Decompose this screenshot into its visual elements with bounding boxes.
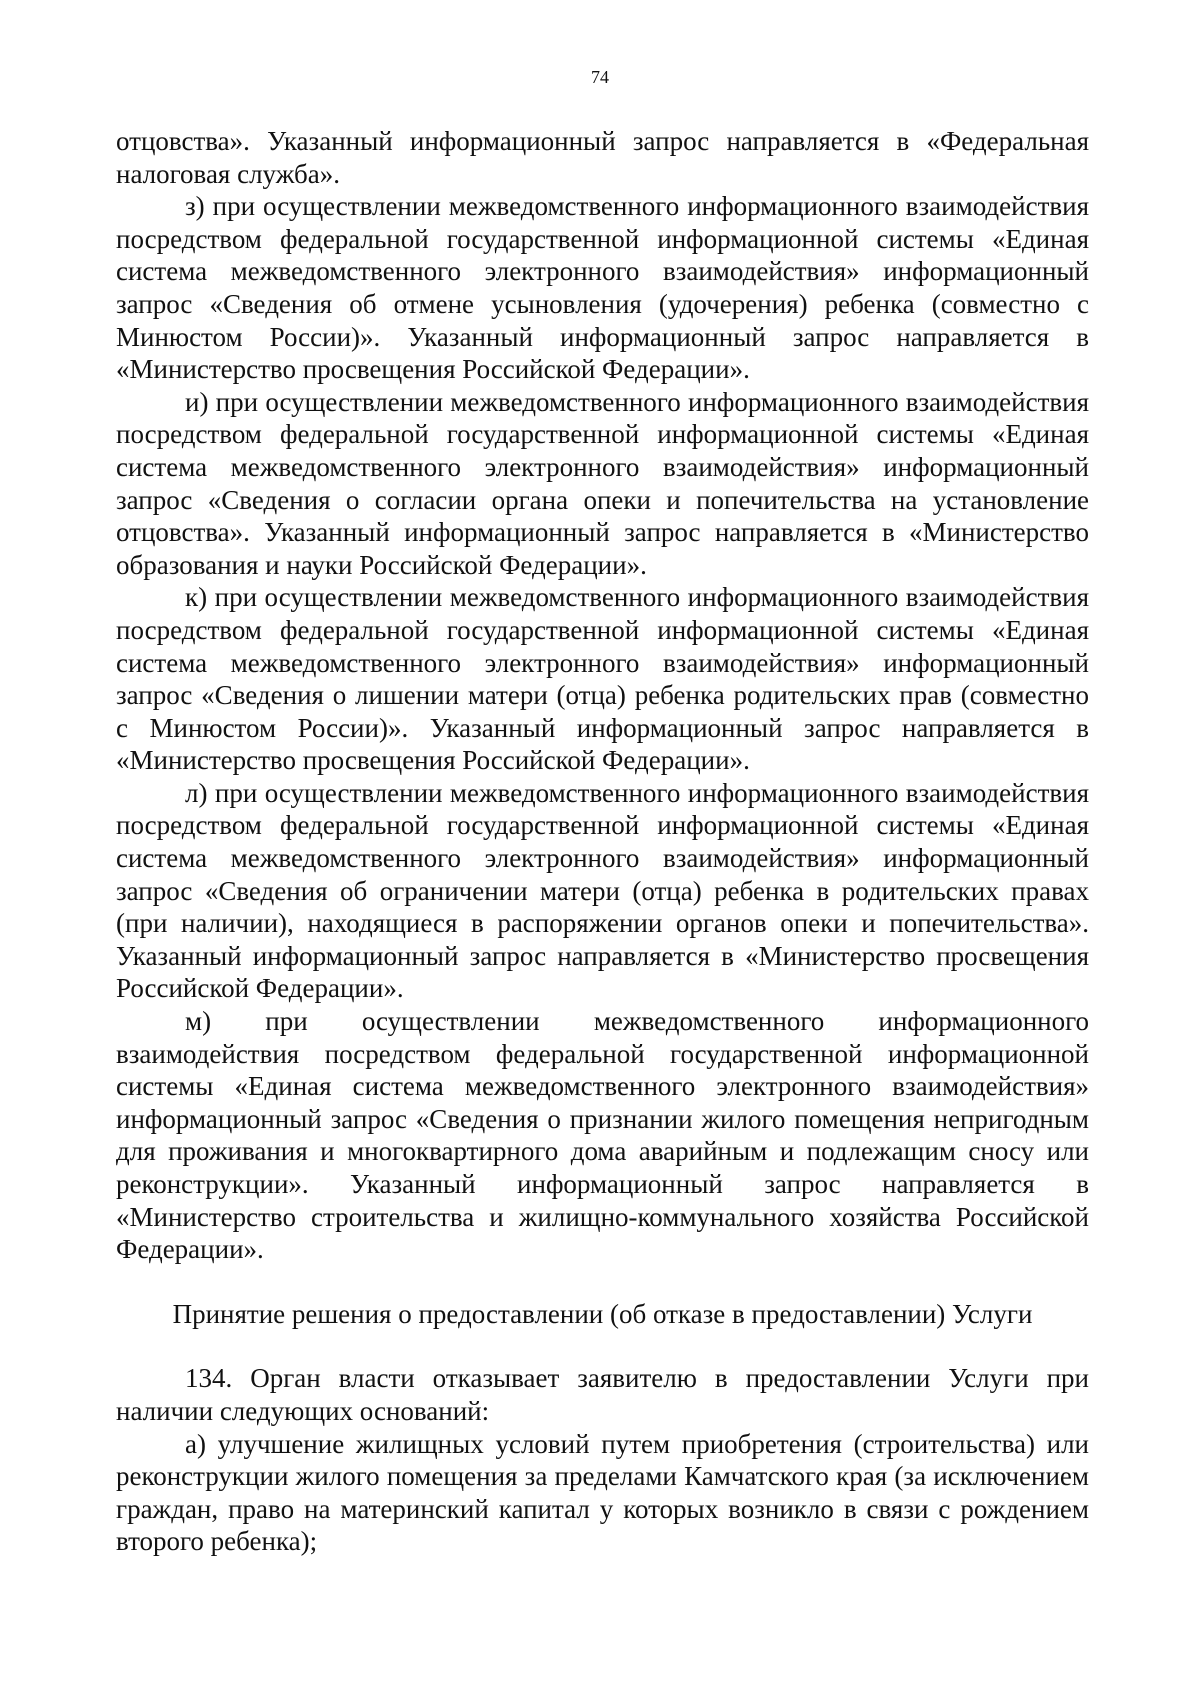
paragraph-continuation: отцовства». Указанный информационный запрос направляется в «Федеральная налоговая служба».	[116, 126, 1089, 189]
paragraph-item-l: л) при осуществлении межведомственного информационного взаимодействия посредством федеральной государственной информационной системы «Единая система межведомственного электронного взаимодействия» информационный запрос «Сведения об ограничении матери (отца) ребенка в родительских правах (при наличии), находящиеся в распоряжении органов опеки и попечительства». Указанный информационный запрос направляется в «Министерство просвещения Российской Федерации».	[116, 777, 1089, 1004]
paragraph-item-k: к) при осуществлении межведомственного информационного взаимодействия посредством федеральной государственной информационной системы «Единая система межведомственного электронного взаимодействия» информационный запрос «Сведения о лишении матери (отца) ребенка родительских прав (совместно с Минюстом России)». Указанный информационный запрос направляется в «Министерство просвещения Российской Федерации».	[116, 582, 1089, 776]
paragraph-item-m: м) при осуществлении межведомственного информационного взаимодействия посредством федеральной государственной информационной системы «Единая система межведомственного электронного взаимодействия» информационный запрос «Сведения о признании жилого помещения непригодным для проживания и многоквартирного дома аварийным и подлежащим сносу или реконструкции». Указанный информационный запрос направляется в «Министерство строительства и жилищно-коммунального хозяйства Российской Федерации».	[116, 1006, 1089, 1265]
paragraph-item-z: з) при осуществлении межведомственного информационного взаимодействия посредством федеральной государственной информационной системы «Единая система межведомственного электронного взаимодействия» информационный запрос «Сведения об отмене усыновления (удочерения) ребенка (совместно с Минюстом России)». Указанный информационный запрос направляется в «Министерство просвещения Российской Федерации».	[116, 191, 1089, 385]
paragraph-item-a: а) улучшение жилищных условий путем приобретения (строительства) или реконструкции жилого помещения за пределами Камчатского края (за исключением граждан, право на материнский капитал у которых возникло в связи с рождением второго ребенка);	[116, 1428, 1089, 1557]
paragraph-clause-134: 134. Орган власти отказывает заявителю в предоставлении Услуги при наличии следующих оснований:	[116, 1363, 1089, 1426]
paragraph-item-i: и) при осуществлении межведомственного информационного взаимодействия посредством федеральной государственной информационной системы «Единая система межведомственного электронного взаимодействия» информационный запрос «Сведения о согласии органа опеки и попечительства на установление отцовства». Указанный информационный запрос направляется в «Министерство образования и науки Российской Федерации».	[116, 386, 1089, 580]
section-heading: Принятие решения о предоставлении (об отказе в предоставлении) Услуги	[172, 1298, 1033, 1329]
page-number: 74	[591, 67, 609, 87]
document-body	[116, 125, 1089, 1558]
